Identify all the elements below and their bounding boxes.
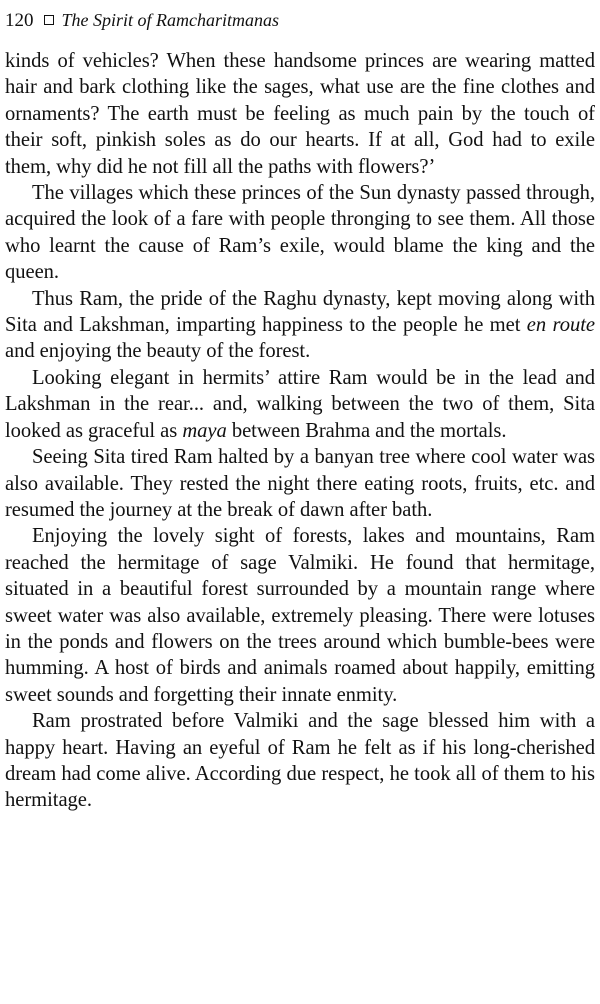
- paragraph-2: The villages which these princes of the Sun dynasty passed through, acquired the look of a fare with people thronging to see them. All those who learnt the cause of Ram’s exile, would blame the king and the queen.: [5, 182, 595, 284]
- square-bullet-icon: [44, 15, 54, 25]
- paragraph-4-text-after: between Brahma and the mortals.: [226, 419, 507, 442]
- page-number: 120: [5, 9, 34, 31]
- paragraph-4-italic-maya: maya: [182, 419, 227, 442]
- body-text: [5, 48, 595, 814]
- paragraph-3-italic-en-route: en route: [526, 314, 595, 337]
- paragraph-1: kinds of vehicles? When these handsome princes are wearing matted hair and bark clothing like the sages, what use are the fine clothes and ornaments? The earth must be feeling as much pain by the touch of their soft, pinkish soles as do our hearts. If at all, God had to exile them, why did he not fill all the paths with flowers?’: [5, 50, 595, 178]
- paragraph-3-text-before: Thus Ram, the pride of the Raghu dynasty, kept moving along with Sita and Lakshman, imparting happiness to the people he met: [5, 287, 595, 337]
- paragraph-7: Ram prostrated before Valmiki and the sage blessed him with a happy heart. Having an eyeful of Ram he felt as if his long-cherished dream had come alive. According due respect, he took all of them to his hermitage.: [5, 710, 595, 812]
- paragraph-5: Seeing Sita tired Ram halted by a banyan tree where cool water was also available. They rested the night there eating roots, fruits, etc. and resumed the journey at the break of dawn after bath.: [5, 446, 595, 521]
- paragraph-6: Enjoying the lovely sight of forests, lakes and mountains, Ram reached the hermitage of sage Valmiki. He found that hermitage, situated in a beautiful forest surrounded by a mountain range where sweet water was also available, extremely pleasing. There were lotuses in the ponds and flowers on the trees around which bumble-bees were humming. A host of birds and animals roamed about happily, emitting sweet sounds and forgetting their innate enmity.: [5, 525, 595, 706]
- paragraph-3: [5, 286, 595, 365]
- running-header: [5, 0, 595, 40]
- paragraph-4: [5, 365, 595, 444]
- book-page: [5, 0, 595, 814]
- paragraph-3-text-after: and enjoying the beauty of the forest.: [5, 340, 311, 363]
- paragraph-4-text-before: Looking elegant in hermits’ attire Ram would be in the lead and Lakshman in the rear... and, walking between the two of them, Sita looked as graceful as: [5, 366, 595, 442]
- book-title: The Spirit of Ramcharitmanas: [61, 10, 280, 30]
